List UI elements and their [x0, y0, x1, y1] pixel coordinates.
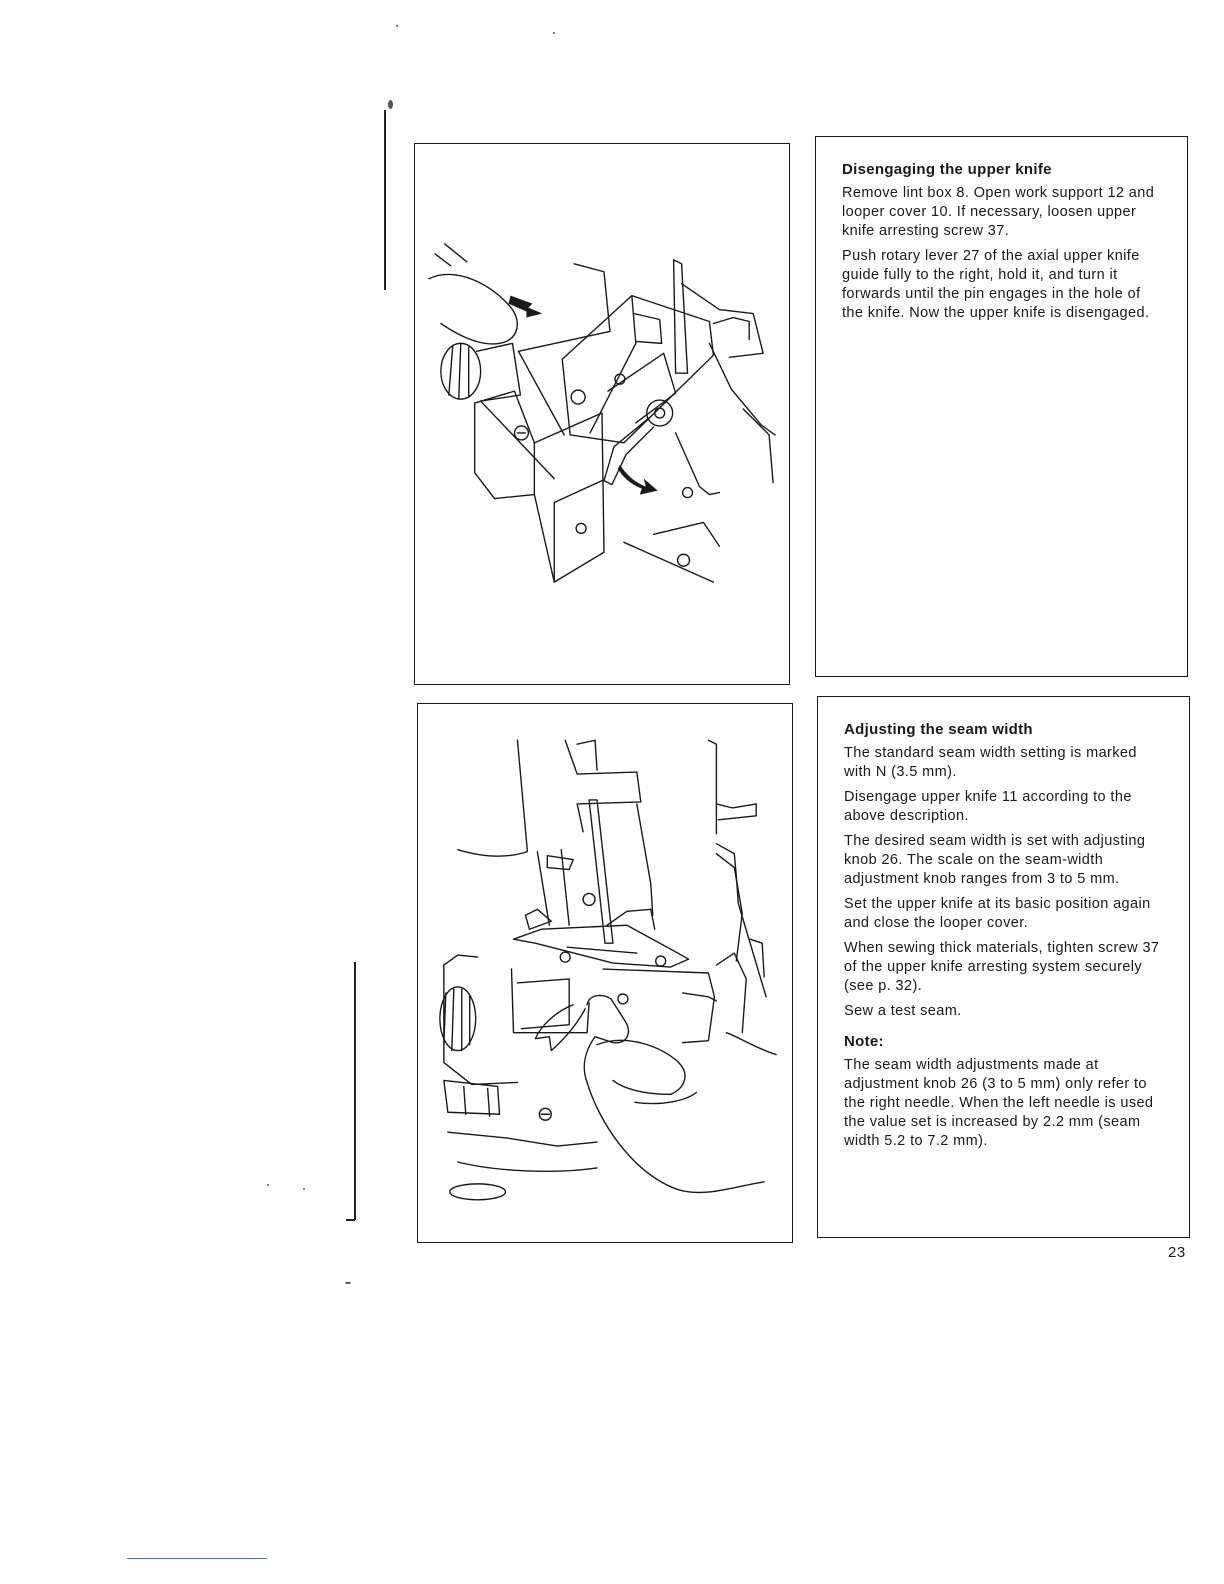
section-heading: Adjusting the seam width [844, 721, 1033, 738]
page-number: 23 [1168, 1244, 1186, 1261]
paragraph: When sewing thick materials, tighten screw 37 of the upper knife arresting system securely (see p. 32). [844, 940, 1160, 994]
upper-knife-illustration [415, 144, 789, 684]
paragraph: The desired seam width is set with adjusting knob 26. The scale on the seam-width adjustment knob ranges from 3 to 5 mm. [844, 833, 1146, 887]
paragraph: Disengage upper knife 11 according to the above description. [844, 789, 1132, 824]
left-margin-rule-bottom [354, 962, 356, 1220]
paragraph: Remove lint box 8. Open work support 12 and looper cover 10. If necessary, loosen upper knife arresting screw 37. [842, 185, 1155, 239]
paragraph: Sew a test seam. [844, 1003, 962, 1019]
scan-speck [553, 32, 555, 34]
scan-speck [303, 1188, 305, 1190]
figure-panel-upper-knife [414, 143, 790, 685]
scan-speck [388, 100, 393, 109]
left-margin-rule-foot [346, 1219, 355, 1221]
paragraph: The standard seam width setting is marked with N (3.5 mm). [844, 745, 1137, 780]
paragraph: Push rotary lever 27 of the axial upper knife guide fully to the right, hold it, and turn it forwards until the pin engages in the hole of the knife. Now the upper knife is disengaged. [842, 248, 1150, 321]
scan-speck [345, 1282, 351, 1284]
note-heading: Note: [844, 1033, 884, 1050]
figure-panel-seam-width [417, 703, 793, 1243]
section-heading: Disengaging the upper knife [842, 161, 1052, 178]
paragraph: Set the upper knife at its basic position again and close the looper cover. [844, 896, 1151, 931]
text-panel-adjusting-seam-width [817, 696, 1190, 1238]
scan-speck [267, 1184, 269, 1186]
left-margin-rule-top [384, 110, 386, 290]
text-panel-disengaging-upper-knife [815, 136, 1188, 677]
note-text: The seam width adjustments made at adjustment knob 26 (3 to 5 mm) only refer to the right needle. When the left needle is used the value set is increased by 2.2 mm (seam width 5.2 to 7.2 mm). [844, 1057, 1154, 1149]
seam-width-knob-illustration [418, 704, 792, 1242]
blue-underline-mark [127, 1558, 267, 1559]
scan-speck [396, 25, 398, 27]
